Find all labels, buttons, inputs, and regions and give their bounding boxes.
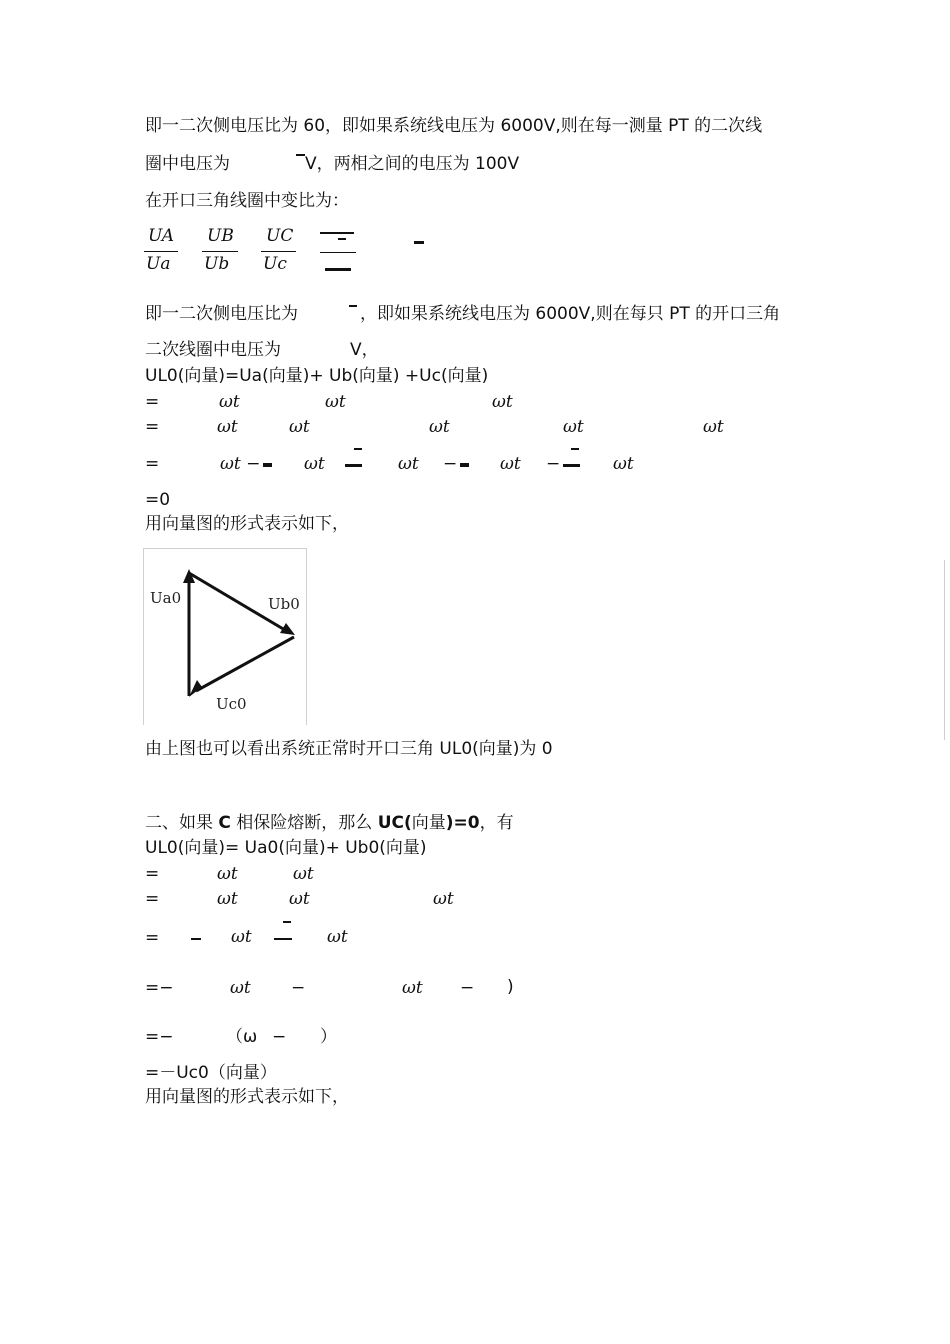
heading-text: 二、如果 xyxy=(145,813,219,833)
fraction-line xyxy=(261,251,296,252)
paragraph-line: UL0(向量)= Ua0(向量)+ Ub0(向量) xyxy=(145,838,427,858)
omega-t-term: ωt xyxy=(703,417,724,437)
formula-fragment xyxy=(320,232,354,234)
omega-t-term: ωt xyxy=(289,417,310,437)
paragraph-line: 用向量图的形式表示如下， xyxy=(145,1087,349,1107)
formula-fragment xyxy=(283,921,291,923)
omega-t-term: ωt xyxy=(402,978,423,998)
omega-t-term: ωt xyxy=(217,889,238,909)
fraction-line xyxy=(144,251,178,252)
equation-sign: = xyxy=(145,928,160,948)
heading-text: 向量 xyxy=(411,813,446,833)
formula-fragment xyxy=(414,241,424,244)
equation-result: =－Uc0（向量） xyxy=(145,1063,277,1083)
heading-text: ，有 xyxy=(479,813,514,833)
fraction-line xyxy=(202,251,238,252)
fraction-denominator: Ub xyxy=(204,254,230,274)
close-paren: ) xyxy=(507,977,514,997)
paragraph-line: ，即如果系统线电压为 6000V,则在每只 PT 的开口三角 xyxy=(360,304,781,324)
omega-t-term: ωt xyxy=(289,889,310,909)
formula-fragment xyxy=(460,463,469,467)
vector-diagram xyxy=(143,548,307,725)
fraction-line xyxy=(320,252,356,253)
section-heading xyxy=(145,813,514,833)
omega-t-term: ωt xyxy=(217,417,238,437)
paragraph-line: 在开口三角线圈中变比为： xyxy=(145,191,349,211)
equation-sign: =− xyxy=(145,1027,174,1047)
paragraph-line: 由上图也可以看出系统正常时开口三角 UL0(向量)为 0 xyxy=(145,739,553,759)
omega-t-term: ωt xyxy=(398,454,419,474)
omega-t-term: ωt xyxy=(327,927,348,947)
ub0-label: Ub0 xyxy=(268,595,300,613)
equation-sign: = xyxy=(145,889,160,909)
omega-t-term: ωt xyxy=(613,454,634,474)
omega-t-term: ωt xyxy=(231,927,252,947)
minus-sign: − xyxy=(460,978,475,998)
equation-sign: = xyxy=(145,864,160,884)
omega-t-term: ωt xyxy=(429,417,450,437)
minus-sign: − xyxy=(291,978,306,998)
omega-t-term: ωt xyxy=(217,864,238,884)
equation-sign: = xyxy=(145,392,160,412)
fraction-numerator: UC xyxy=(266,226,294,246)
omega-t-term: ωt xyxy=(325,392,346,412)
paragraph-line: 圈中电压为 xyxy=(145,154,230,174)
paragraph-line: V， xyxy=(350,340,379,360)
formula-fragment xyxy=(191,938,201,940)
omega-t-term: ωt xyxy=(492,392,513,412)
uc0-vector xyxy=(196,637,294,691)
omega-t-term: ωt xyxy=(433,889,454,909)
omega-t-term: ωt xyxy=(293,864,314,884)
fraction-denominator: Ua xyxy=(146,254,171,274)
paragraph-line: 即一二次侧电压比为 xyxy=(145,304,298,324)
formula-fragment xyxy=(338,238,346,240)
paragraph-line: V，两相之间的电压为 100V xyxy=(305,154,520,174)
formula-fragment xyxy=(325,268,351,271)
equation-result: =0 xyxy=(145,490,171,510)
paragraph-line: UL0(向量)=Ua(向量)+ Ub(向量) +Uc(向量) xyxy=(145,366,489,386)
formula-fragment xyxy=(571,448,579,450)
omega-t-term: ωt xyxy=(230,978,251,998)
omega-t-term: ωt xyxy=(304,454,325,474)
vector-triangle xyxy=(144,549,306,725)
paragraph-line: 即一二次侧电压比为 60，即如果系统线电压为 6000V,则在每一测量 PT 的二次线 xyxy=(145,116,763,136)
close-paren: ） xyxy=(320,1027,337,1047)
omega-t-term: ωt xyxy=(563,417,584,437)
formula-fragment xyxy=(345,464,362,467)
heading-text: 相保险熔断，那么 xyxy=(230,813,378,833)
fraction-numerator: UB xyxy=(207,226,234,246)
formula-fragment xyxy=(349,305,357,307)
ua0-label: Ua0 xyxy=(150,589,182,607)
omega-t-term: ωt xyxy=(219,392,240,412)
omega-t-term: ωt − xyxy=(220,454,261,474)
paragraph-line: 二次线圈中电压为 xyxy=(145,340,281,360)
omega-t-term: ωt xyxy=(500,454,521,474)
formula-fragment xyxy=(354,448,362,450)
heading-bold: )=0 xyxy=(445,813,480,833)
equation-sign: = xyxy=(145,454,160,474)
formula-fragment xyxy=(296,154,305,156)
formula-fragment xyxy=(274,938,292,940)
minus-sign: − xyxy=(272,1027,287,1047)
equation-sign: = xyxy=(145,417,160,437)
formula-fragment xyxy=(563,464,580,467)
heading-bold: UC( xyxy=(377,813,412,833)
uc0-label: Uc0 xyxy=(216,695,247,713)
heading-bold: C xyxy=(218,813,231,833)
equation-sign: =− xyxy=(145,978,174,998)
paragraph-line: 用向量图的形式表示如下， xyxy=(145,514,349,534)
omega-term: （ω xyxy=(226,1027,258,1047)
fraction-numerator: UA xyxy=(148,226,175,246)
formula-fragment xyxy=(263,463,272,467)
minus-sign: − xyxy=(546,454,561,474)
fraction-denominator: Uc xyxy=(263,254,287,274)
minus-sign: − xyxy=(443,454,458,474)
page-edge-divider xyxy=(944,560,945,740)
